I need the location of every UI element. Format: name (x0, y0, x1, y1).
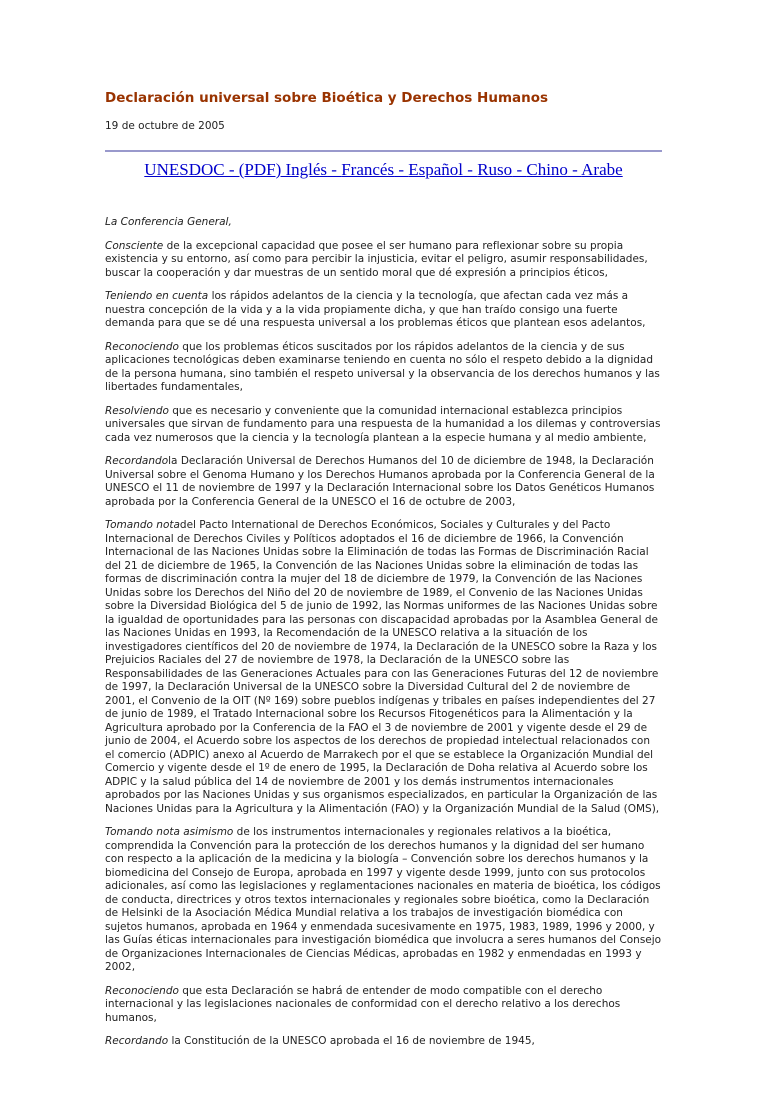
paragraph (105, 405, 662, 446)
paragraph-text: que es necesario y conveniente que la comunidad internacional establezca principios universales que sirvan de fundamento para una respuesta de la humanidad a los dilemas y controversias cada vez numerosos que la ciencia y la tecnología plantean a la especie humana y al medio ambiente, (105, 404, 661, 444)
paragraph (105, 826, 662, 975)
paragraph (105, 455, 662, 509)
paragraph-text: que esta Declaración se habrá de entender de modo compatible con el derecho internacional y las legislaciones nacionales de conformidad con el derecho relativo a los derechos humanos, (105, 984, 621, 1024)
paragraph-text: la Constitución de la UNESCO aprobada el 16 de noviembre de 1945, (168, 1035, 535, 1047)
paragraph (105, 985, 662, 1026)
paragraph-lead: Recordando (105, 455, 169, 467)
link-separator: - (567, 160, 582, 179)
paragraph-lead: Reconociendo (105, 984, 179, 997)
link-chino[interactable]: Chino (526, 160, 568, 179)
paragraph-lead: Teniendo en cuenta (105, 290, 209, 302)
link-ruso[interactable]: Ruso (477, 160, 513, 179)
paragraph-lead: La Conferencia General, (105, 216, 232, 228)
paragraph-text: los rápidos adelantos de la ciencia y la tecnología, que afectan cada vez más a nuestra concepción de la vida y a la vida propiamente dicha, y que han traído consigo una fuerte demanda para que se dé una respuesta universal a los problemas éticos que plantean esos adelantos, (105, 290, 646, 329)
paragraph (105, 240, 662, 281)
link-arabe[interactable]: Arabe (581, 160, 623, 179)
link-separator: - (463, 160, 478, 179)
paragraph (105, 519, 662, 816)
language-links (105, 159, 662, 180)
link-espanol[interactable]: Español (408, 160, 464, 179)
link-frances[interactable]: Francés (341, 160, 395, 179)
paragraph-text: de la excepcional capacidad que posee el ser humano para reflexionar sobre su propia existencia y su entorno, así como para percibir la injusticia, evitar el peligro, asumir responsabilidades, buscar la cooperación y dar muestras de un sentido moral que dé expresión a principios éticos, (105, 239, 648, 279)
divider (105, 150, 662, 152)
paragraph-text: la Declaración Universal de Derechos Humanos del 10 de diciembre de 1948, la Declaración Universal sobre el Genoma Humano y los Derechos Humanos aprobada por la Conferencia General de la UNESCO el 11 de noviembre de 1997 y la Declaración Internacional sobre los Datos Genéticos Humanos aprobada por la Conferencia General de la UNESCO el 16 de octubre de 2003, (105, 455, 655, 508)
paragraph-text: de los instrumentos internacionales y regionales relativos a la bioética, comprendida la Convención para la protección de los derechos humanos y la dignidad del ser humano con respecto a la aplicación de la medicina y la biología – Convención sobre los derechos humanos y la biomedicina del Consejo de Europa, aprobada en 1997 y vigente desde 1999, junto con sus protocolos adicionales, así como las legislaciones y reglamentaciones nacionales en materia de bioética, los códigos de conducta, directrices y otros textos internacionales y regionales sobre bioética, como la Declaración de Helsinki de la Asociación Médica Mundial relativa a los trabajos de investigación biomédica con sujetos humanos, aprobada en 1964 y enmendada sucesivamente en 1975, 1983, 1989, 1996 y 2000, y las Guías éticas internacionales para investigación biomédica que involucra a seres humanos del Consejo de Organizaciones Internacionales de Ciencias Médicas, aprobadas en 1982 y enmendadas en 1993 y 2002, (105, 826, 662, 973)
paragraph-lead: Reconociendo (105, 340, 179, 353)
document-body (105, 216, 662, 1049)
paragraph-lead: Tomando nota asimismo (105, 826, 234, 838)
paragraph-lead: Tomando nota (105, 519, 180, 531)
paragraph (105, 290, 662, 331)
paragraph-lead: Consciente (105, 239, 164, 252)
link-separator: - (327, 160, 342, 179)
paragraph-lead: Resolviendo (105, 404, 169, 417)
paragraph-text: del Pacto International de Derechos Económicos, Sociales y Culturales y del Pacto Internacional de Derechos Civiles y Políticos adoptados el 16 de diciembre de 1966, la Convención Internacional de las Naciones Unidas sobre la Eliminación de todas las Formas de Discriminación Racial del 21 de diciembre de 1965, la Convención de las Naciones Unidas sobre la eliminación de todas las formas de discriminación contra la mujer del 18 de diciembre de 1979, la Convención de las Naciones Unidas sobre los Derechos del Niño del 20 de noviembre de 1989, el Convenio de las Naciones Unidas sobre la Diversidad Biológica del 5 de junio de 1992, las Normas uniformes de las Naciones Unidas sobre la igualdad de oportunidades para las personas con discapacidad aprobadas por la Asamblea General de las Naciones Unidas en 1993, la Recomendación de la UNESCO relativa a la situación de los investigadores científicos del 20 de noviembre de 1974, la Declaración de la UNESCO sobre la Raza y los Prejuicios Raciales del 27 de noviembre de 1978, la Declaración de la UNESCO sobre las Responsabilidades de las Generaciones Actuales para con las Generaciones Futuras del 12 de noviembre de 1997, la Declaración Universal de la UNESCO sobre la Diversidad Cultural del 2 de noviembre de 2001, el Convenio de la OIT (Nº 169) sobre pueblos indígenas y tribales en países independientes del 27 de junio de 1989, el Tratado Internacional sobre los Recursos Fitogenéticos para la Alimentación y la Agricultura aprobado por la Conferencia de la FAO el 3 de noviembre de 2001 y vigente desde el 29 de junio de 2004, el Acuerdo sobre los aspectos de los derechos de propiedad intelectual relacionados con el comercio (ADPIC) anexo al Acuerdo de Marrakech por el que se establece la Organización Mundial del Comercio y vigente desde el 1º de enero de 1995, la Declaración de Doha relativa al Acuerdo sobre los ADPIC y la salud pública del 14 de noviembre de 2001 y los demás instrumentos internacionales aprobados por las Naciones Unidas y sus organismos especializados, en particular la Organización de las Naciones Unidas para la Agricultura y la Alimentación (FAO) y la Organización Mundial de la Salud (OMS), (105, 519, 660, 815)
paragraph-text: que los problemas éticos suscitados por los rápidos adelantos de la ciencia y de sus aplicaciones tecnológicas deben examinarse teniendo en cuenta no sólo el respeto debido a la dignidad de la persona humana, sino también el respeto universal y la observancia de los derechos humanos y las libertades fundamentales, (105, 340, 660, 393)
page-title: Declaración universal sobre Bioética y Derechos Humanos (105, 90, 549, 106)
paragraph (105, 341, 662, 395)
paragraph (105, 216, 662, 230)
link-unesdoc-pdf-ingles[interactable]: UNESDOC - (PDF) Inglés (144, 160, 328, 179)
link-separator: - (512, 160, 527, 179)
link-separator: - (394, 160, 409, 179)
document-date: 19 de octubre de 2005 (105, 120, 225, 132)
paragraph-lead: Recordando (105, 1035, 169, 1047)
paragraph (105, 1035, 662, 1049)
